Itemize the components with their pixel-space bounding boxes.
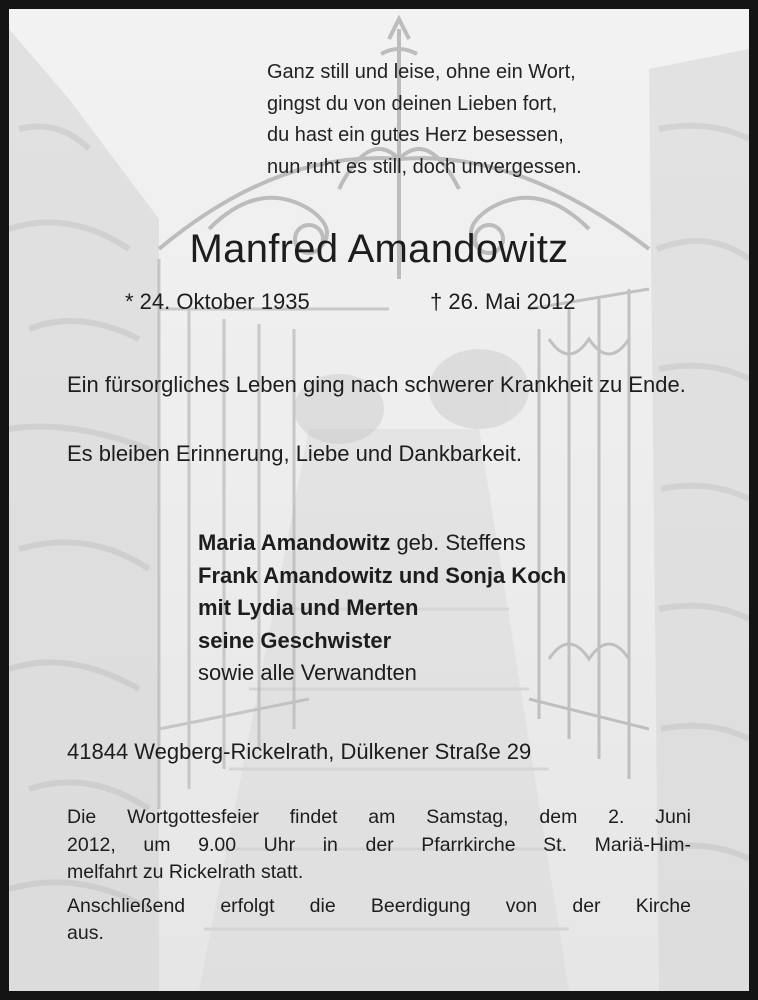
- birth-date: * 24. Oktober 1935: [125, 289, 310, 314]
- poem-line: nun ruht es still, doch unvergessen.: [267, 155, 582, 178]
- family-line-spouse: [198, 527, 566, 560]
- poem: [267, 57, 707, 183]
- poem-line: du hast ein gutes Herz besessen,: [267, 124, 564, 146]
- family-line-siblings: seine Geschwister: [198, 627, 392, 653]
- family-line-children: Frank Amandowitz und Sonja Koch: [198, 562, 567, 588]
- death-date: † 26. Mai 2012: [430, 289, 576, 314]
- spouse-name: Maria Amandowitz: [198, 530, 391, 555]
- service-line: Die Wortgottesfeier findet am Samstag, dem 2. Juni: [67, 806, 691, 828]
- family-line-relatives: sowie alle Verwandten: [198, 660, 417, 685]
- spouse-maiden-name: geb. Steffens: [390, 530, 526, 555]
- service-info: [67, 804, 691, 948]
- deceased-name: Manfred Amandowitz: [189, 227, 569, 271]
- poem-line: gingst du von deinen Lieben fort,: [267, 92, 558, 115]
- service-line: 2012, um 9.00 Uhr in der Pfarrkirche St. Mariä-Him-: [67, 833, 691, 856]
- burial-line: aus.: [67, 922, 104, 944]
- life-statement: Ein fürsorgliches Leben ging nach schwerer Krankheit zu Ende.: [67, 372, 686, 397]
- obituary-card: [9, 9, 749, 991]
- family-line-grandchildren: mit Lydia und Merten: [198, 595, 419, 620]
- address: 41844 Wegberg-Rickelrath, Dülkener Straße 29: [67, 739, 532, 764]
- poem-line: Ganz still und leise, ohne ein Wort,: [267, 61, 576, 83]
- service-line: melfahrt zu Rickelrath statt.: [67, 861, 304, 883]
- family-signatures: [198, 527, 566, 690]
- burial-line: Anschließend erfolgt die Beerdigung von der Kirche: [67, 894, 691, 917]
- remembrance-statement: Es bleiben Erinnerung, Liebe und Dankbarkeit.: [67, 441, 522, 466]
